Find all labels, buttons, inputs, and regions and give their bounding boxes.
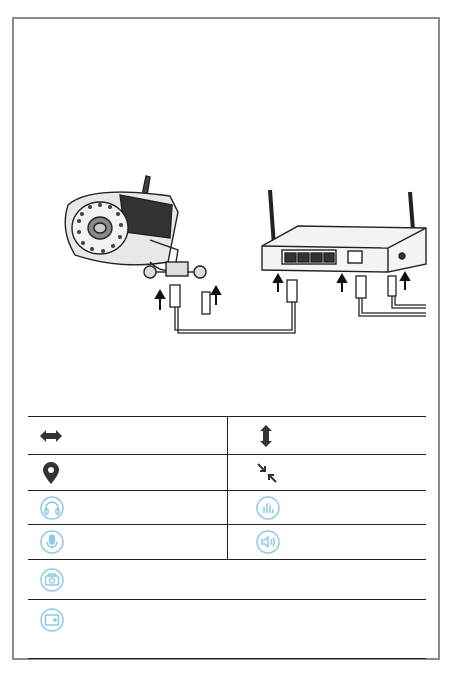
icon-table	[28, 416, 426, 659]
icon-row	[28, 599, 426, 659]
icon-cell	[28, 417, 228, 454]
arrow-up-icon	[212, 287, 220, 305]
icon-cell	[228, 525, 426, 559]
icon-cell	[28, 455, 228, 490]
icon-row	[28, 454, 426, 490]
insert-arrows	[156, 273, 409, 310]
vertical-arrows-icon	[260, 425, 272, 447]
headphones-icon	[40, 496, 64, 520]
arrow-up-icon	[401, 273, 409, 290]
microphone-icon	[40, 530, 64, 554]
arrow-up-icon	[338, 275, 346, 292]
location-pin-icon	[43, 462, 59, 484]
horizontal-arrows-icon	[40, 430, 62, 442]
icon-cell	[228, 417, 426, 454]
router-icon	[262, 190, 426, 272]
icon-cell	[228, 491, 426, 524]
speaker-icon	[256, 530, 280, 554]
icon-row	[28, 416, 426, 454]
icon-row	[28, 524, 426, 559]
collapse-arrows-icon	[256, 462, 278, 484]
arrow-up-icon	[274, 275, 282, 292]
icon-cell	[28, 491, 228, 524]
icon-cell	[228, 455, 426, 490]
camera-icon	[65, 176, 206, 278]
icon-row	[28, 490, 426, 524]
audio-level-icon	[256, 496, 280, 520]
network-cables	[170, 276, 426, 333]
video-record-icon	[40, 608, 64, 632]
icon-cell	[28, 525, 228, 559]
arrow-up-icon	[156, 291, 164, 310]
icon-row	[28, 559, 426, 599]
snapshot-camera-icon	[40, 568, 64, 592]
